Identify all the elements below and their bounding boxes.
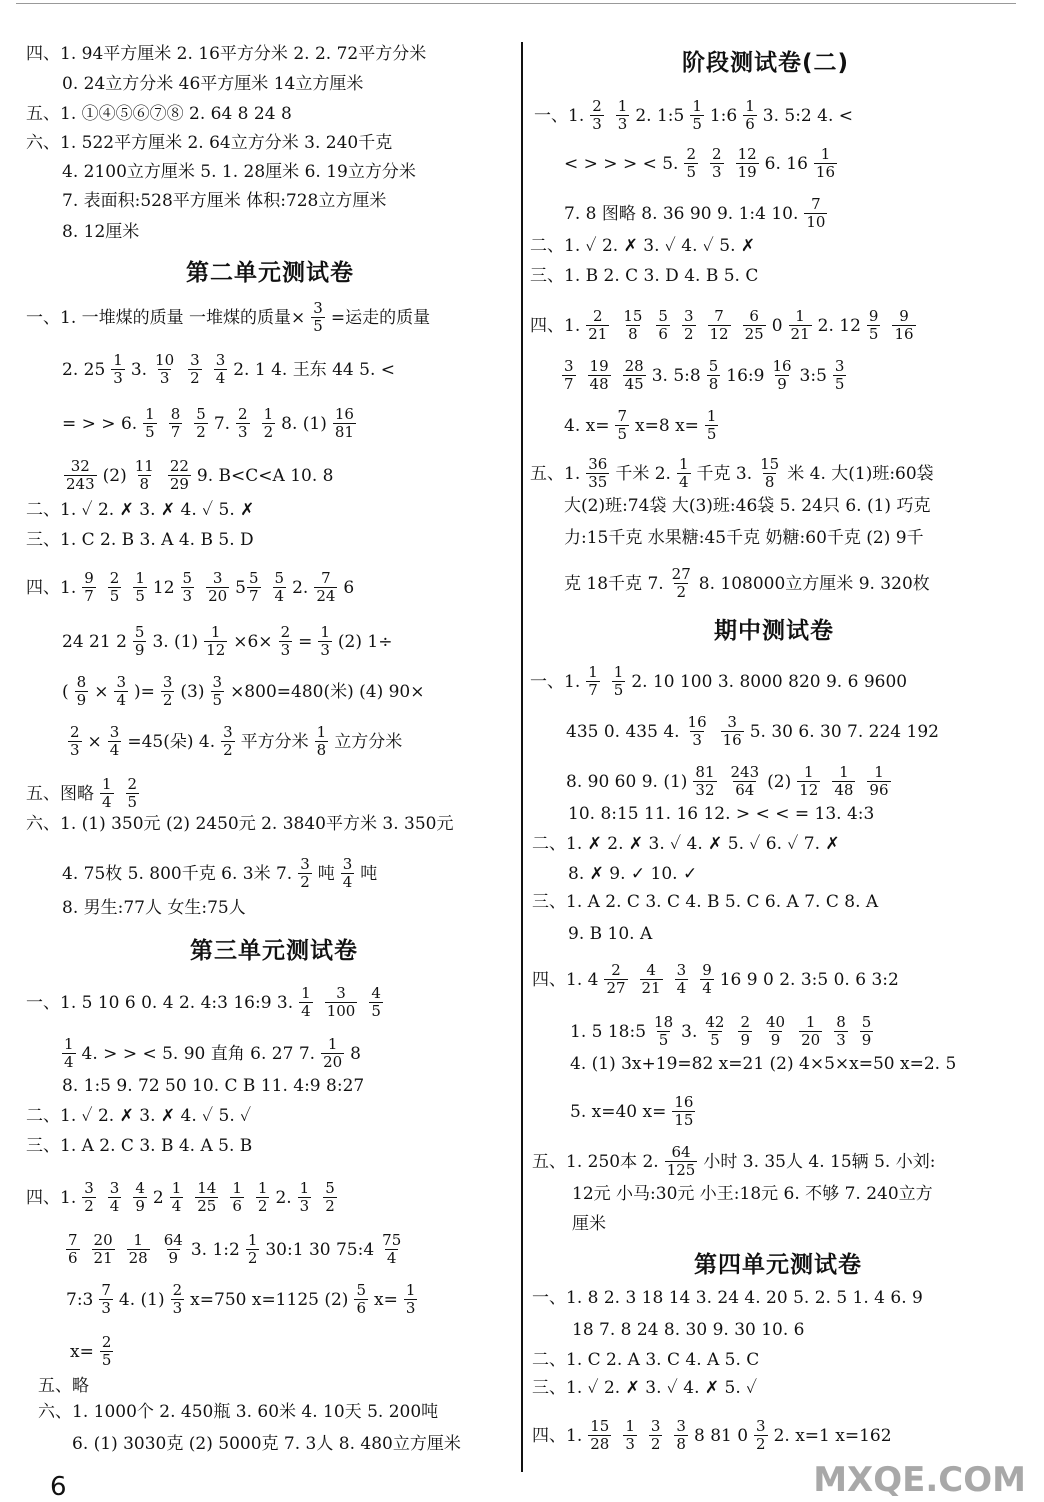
fraction: 15 8 — [760, 455, 780, 491]
fraction: 5 9 — [134, 623, 145, 659]
fraction: 1 12 — [799, 763, 819, 799]
fraction: 243 64 — [730, 763, 760, 799]
answer-line: 435 0. 435 4. 16 3 3 16 5. 30 6. 30 7. 224 192 — [566, 713, 939, 749]
fraction: 1 20 — [801, 1013, 821, 1049]
fraction: $\frac{1}{3}$ — [405, 1281, 416, 1317]
fraction: $\frac{8}{9}$ — [76, 673, 87, 709]
answer-line: 克 18千克 7. 27 2 8. 108000立方厘米 9. 320枚 — [564, 565, 930, 601]
fraction: 3 100 — [326, 984, 356, 1020]
answer-line: 四、1. 4 2 27 4 21 3 4 9 4 16 9 0 2. 3:5 0. 6 3:2 — [532, 961, 899, 997]
answer-line: 1 4 4. > > < 5. 90 直角 6. 27 7. 1 20 8 — [64, 1035, 361, 1071]
fraction: 7 6 — [68, 1231, 78, 1267]
fraction: 2 5 — [686, 145, 697, 181]
answer-line: 四、1. 2 21 15 8 5 6 3 2 7 12 6 25 0 1 21 2. 12 9 5 9 16 — [530, 307, 914, 343]
fraction: 40 9 — [766, 1013, 786, 1049]
fraction: 1 96 — [869, 763, 889, 799]
fraction: 28 45 — [624, 357, 644, 393]
fraction: 4 9 — [135, 1179, 145, 1215]
fraction: 9 4 — [702, 961, 712, 997]
fraction: 3 7 — [564, 357, 574, 393]
answer-line: 大(2)班:74袋 大(3)班:46袋 5. 24只 6. (1) 巧克 — [564, 496, 931, 516]
fraction: 2 3 — [172, 1281, 183, 1317]
fraction: 2 3 — [592, 97, 602, 133]
fraction: 3 2 — [650, 1417, 661, 1453]
answer-line: 六、1. (1) 350元 (2) 2450元 2. 3840平方米 3. 350元 — [26, 814, 454, 834]
answer-line: 3 7 19 48 28 45 3. 5:8 5 8 16:9 16 9 3:5 3 5 — [564, 357, 845, 393]
answer-line: 2. 25 1 3 3. 10 3 3 2 3 4 2. 1 4. 王东 44 5. < — [62, 351, 396, 387]
fraction: 7 10 — [806, 195, 826, 231]
fraction: 5 2 — [196, 405, 206, 441]
answer-line: 32 243 (2) 11 8 22 29 9. B<C<A 10. 8 — [66, 457, 334, 493]
answer-line: 一、1. 2 3 1 3 2. 1:5 1 5 1:6 1 6 3. 5:2 4. < — [534, 97, 854, 133]
fraction: 5 6 — [658, 307, 668, 343]
fraction: 9 5 — [868, 307, 879, 343]
fraction: 2 3 — [238, 405, 248, 441]
fraction: $\frac{16}{15}$ — [674, 1093, 694, 1129]
answer-line: 四、1. 94平方厘米 2. 16平方分米 2. 2. 72平方分米 — [26, 44, 427, 64]
answer-line: 三、1. C 2. B 3. A 4. B 5. D — [26, 530, 254, 550]
fraction: 81 32 — [695, 763, 715, 799]
answer-line: 8. 90 60 9. (1) 81 32 243 64 (2) 1 12 1 48 1 96 — [566, 763, 889, 799]
answer-line: 五、1. 36 35 千米 2. 1 4 千克 3. 15 8 米 4. 大(1)班:60袋 — [530, 455, 934, 491]
fraction: $\frac{1}{5}$ — [706, 407, 717, 443]
fraction: 3 2 — [683, 307, 694, 343]
fraction: 5 4 — [274, 569, 285, 605]
fraction: 1 6 — [745, 97, 755, 133]
fraction: 2 9 — [740, 1013, 750, 1049]
fraction: 1 4 — [301, 984, 311, 1020]
answer-line: 4. (1) 3x+19=82 x=21 (2) 4×5×x=50 x=2. 5 — [570, 1054, 957, 1074]
fraction: 1 3 — [299, 1179, 310, 1215]
fraction: 20 21 — [93, 1231, 113, 1267]
answer-line: $\frac{2}{3}$ × $\frac{3}{4}$ =45(朵) 4. 3 2 平方分米 1 8 立方分米 — [70, 723, 403, 759]
fraction: 3 2 — [190, 351, 200, 387]
fraction: 4 5 — [371, 984, 381, 1020]
fraction: $\frac{2}{3}$ — [280, 623, 291, 659]
fraction: 3 20 — [208, 569, 228, 605]
answer-line: 三、1. B 2. C 3. D 4. B 5. C — [530, 266, 759, 286]
fraction: 2 21 — [588, 307, 608, 343]
fraction: 1 3 — [617, 97, 628, 133]
fraction: $\frac{7}{5}$ — [617, 407, 628, 443]
answer-line: 一、1. 1 7 1 5 2. 10 100 3. 8000 820 9. 6 9600 — [530, 663, 908, 699]
fraction: 5 7 — [248, 569, 259, 605]
fraction: 2 5 — [127, 775, 138, 811]
fraction: 32 243 — [66, 457, 95, 493]
fraction: 15 28 — [590, 1417, 610, 1453]
answer-line: 4. x= $\frac{7}{5}$ x=8 x= $\frac{1}{5}$ — [564, 407, 717, 443]
fraction: 3 4 — [109, 1179, 120, 1215]
fraction: 1 3 — [625, 1417, 635, 1453]
answer-line: 7:3 7 3 4. (1) 2 3 x=750 x=1125 (2) 5 6 x= $\frac{1}{3}$ — [66, 1281, 416, 1317]
fraction: 1 28 — [128, 1231, 148, 1267]
fraction: 5 9 — [861, 1013, 872, 1049]
fraction: 1 5 — [135, 569, 145, 605]
fraction: 64 9 — [163, 1231, 183, 1267]
fraction: 1 4 — [102, 775, 112, 811]
fraction: 8 7 — [170, 405, 181, 441]
fraction: 5 2 — [325, 1179, 335, 1215]
page-number: 6 — [50, 1472, 67, 1502]
answer-line: 24 21 2 5 9 3. (1) $\frac{1}{12}$ ×6× $\frac{2}{3}$ = $\frac{1}{3}$ (2) 1÷ — [62, 623, 393, 659]
answer-line: 三、1. A 2. C 3. C 4. B 5. C 6. A 7. C 8. A — [532, 892, 879, 912]
fraction: 1 2 — [247, 1231, 258, 1267]
answer-line: 18 7. 8 24 8. 30 9. 30 10. 6 — [572, 1320, 805, 1340]
fraction: 12 19 — [737, 145, 757, 181]
answer-line: 4. 75枚 5. 800千克 6. 3米 7. 3 2 吨 3 4 吨 — [62, 855, 378, 891]
fraction: 3 4 — [676, 961, 687, 997]
fraction: 3 4 — [215, 351, 226, 387]
watermark: MXQE.COM — [813, 1460, 1026, 1500]
fraction: 1 4 — [64, 1035, 74, 1071]
fraction: $\frac{3}{2}$ — [162, 673, 173, 709]
fraction: 3 2 — [300, 855, 310, 891]
fraction: $\frac{3}{5}$ — [313, 299, 323, 335]
fraction: 1 2 — [257, 1179, 268, 1215]
fraction: 3 4 — [342, 855, 353, 891]
fraction: 1 2 — [263, 405, 274, 441]
fraction: 14 25 — [197, 1179, 217, 1215]
answer-line: 4. 2100立方厘米 5. 1. 28厘米 6. 19立方分米 — [62, 162, 416, 182]
fraction: 1 5 — [613, 663, 624, 699]
top-rule — [16, 3, 1016, 4]
answer-line: 四、1. 15 28 1 3 3 2 3 8 8 81 0 3 2 2. x=1 x=162 — [532, 1417, 892, 1453]
answer-line: 7 6 20 21 1 28 64 9 3. 1:2 1 2 30:1 30 75:4 75 4 — [68, 1231, 402, 1267]
fraction: 4 21 — [641, 961, 661, 997]
fraction: 1 5 — [145, 405, 155, 441]
answer-line: 五、1. 250本 2. 64 125 小时 3. 35人 4. 15辆 5. 小刘: — [532, 1143, 936, 1179]
answer-line: 力:15千克 水果糖:45千克 奶糖:60千克 (2) 9千 — [564, 528, 924, 548]
section-title: 期中测试卷 — [714, 618, 834, 644]
answer-line: 六、1. 522平方厘米 2. 64立方分米 3. 240千克 — [26, 133, 393, 153]
fraction: 9 7 — [84, 569, 94, 605]
fraction: 1 7 — [588, 663, 598, 699]
fraction: 2 27 — [606, 961, 626, 997]
fraction: 5 6 — [356, 1281, 366, 1317]
section-title: 阶段测试卷(二) — [682, 50, 850, 76]
fraction: 3 2 — [756, 1417, 766, 1453]
fraction: 3 16 — [722, 713, 742, 749]
fraction: 75 4 — [382, 1231, 402, 1267]
answer-line: 一、1. 一堆煤的质量 一堆煤的质量× $\frac{3}{5}$ =运走的质量 — [26, 299, 431, 335]
fraction: $\frac{3}{4}$ — [109, 723, 120, 759]
answer-line: 6. (1) 3030克 (2) 5000克 7. 3人 8. 480立方厘米 — [72, 1434, 461, 1454]
section-title: 第二单元测试卷 — [186, 260, 354, 286]
answer-line: 三、1. A 2. C 3. B 4. A 5. B — [26, 1136, 253, 1156]
answer-line: 五、1. ①④⑤⑥⑦⑧ 2. 64 8 24 8 — [26, 104, 292, 124]
fraction: 3 2 — [84, 1179, 94, 1215]
fraction: 7 24 — [316, 569, 336, 605]
answer-line: 二、1. ✗ 2. ✗ 3. ✓ 4. ✗ 5. ✓ 6. ✓ 7. ✗ — [532, 834, 840, 854]
fraction: 16 81 — [334, 405, 354, 441]
answer-line: 8. 1:5 9. 72 50 10. C B 11. 4:9 8:27 — [62, 1076, 365, 1096]
fraction: 2 5 — [109, 569, 120, 605]
fraction: 11 8 — [134, 457, 154, 493]
fraction: 2 3 — [712, 145, 722, 181]
fraction: 18 5 — [654, 1013, 674, 1049]
fraction: 36 35 — [588, 455, 608, 491]
fraction: $\frac{2}{3}$ — [70, 723, 80, 759]
fraction: 42 5 — [705, 1013, 725, 1049]
section-title: 第三单元测试卷 — [190, 938, 358, 964]
fraction: 1 4 — [678, 455, 689, 491]
fraction: 22 29 — [169, 457, 189, 493]
fraction: 1 4 — [171, 1179, 182, 1215]
answer-line: 9. B 10. A — [568, 924, 653, 944]
answer-line: x= $\frac{2}{5}$ — [70, 1333, 112, 1369]
answer-line: 四、1. 3 2 3 4 4 9 2 1 4 14 25 1 6 1 2 2. 1 3 5 2 — [26, 1179, 335, 1215]
answer-line: 二、1. ✓ 2. ✗ 3. ✓ 4. ✓ 5. ✗ — [530, 236, 756, 256]
answer-line: = > > 6. 1 5 8 7 5 2 7. 2 3 1 2 8. (1) 16 81 — [62, 405, 354, 441]
fraction: 1 8 — [316, 723, 327, 759]
fraction: 1 20 — [323, 1035, 343, 1071]
section-title: 第四单元测试卷 — [694, 1252, 862, 1278]
answer-line: 1. 5 18:5 18 5 3. 42 5 2 9 40 9 1 20 8 3 5 9 — [570, 1013, 872, 1049]
answer-line: 五、图略 1 4 2 5 — [26, 775, 138, 811]
answer-line: 五、略 — [38, 1376, 89, 1396]
fraction: 27 2 — [671, 565, 691, 601]
answer-line: 12元 小马:30元 小王:18元 6. 不够 7. 240立方 — [572, 1184, 933, 1204]
fraction: 1 21 — [790, 307, 810, 343]
fraction: 3 5 — [834, 357, 845, 393]
answer-line: 六、1. 1000个 2. 450瓶 3. 60米 4. 10天 5. 200吨 — [38, 1402, 439, 1422]
fraction: 1 5 — [692, 97, 702, 133]
fraction: 1 6 — [232, 1179, 242, 1215]
fraction: $\frac{3}{4}$ — [116, 673, 126, 709]
answer-line: ( $\frac{8}{9}$ × $\frac{3}{4}$ )= $\frac{3}{2}$ (3) $\frac{3}{5}$ ×800=480(米) (4) 90× — [62, 673, 425, 709]
fraction: 19 48 — [589, 357, 609, 393]
fraction: 16 3 — [687, 713, 707, 749]
fraction: $\frac{2}{5}$ — [101, 1333, 112, 1369]
fraction: 5 3 — [182, 569, 193, 605]
fraction: 7 12 — [709, 307, 729, 343]
answer-line: 0. 24立方分米 46平方厘米 14立方厘米 — [62, 74, 364, 94]
fraction: 7 3 — [101, 1281, 111, 1317]
fraction: 3 8 — [676, 1417, 686, 1453]
answer-line: 7. 表面积:528平方厘米 体积:728立方厘米 — [62, 191, 387, 211]
answer-line: 8. ✗ 9. ✓ 10. ✓ — [568, 864, 698, 884]
answer-line: 7. 8 图略 8. 36 90 9. 1:4 10. 7 10 — [564, 195, 826, 231]
fraction: $\frac{1}{12}$ — [206, 623, 226, 659]
fraction: 10 3 — [155, 351, 175, 387]
answer-line: 四、1. 9 7 2 5 1 5 12 5 3 3 20 5 5 7 5 4 2. 7 24 6 — [26, 569, 355, 605]
fraction: 5 8 — [708, 357, 719, 393]
answer-line: 5. x=40 x= $\frac{16}{15}$ — [570, 1093, 694, 1129]
answer-line: 8. 12厘米 — [62, 222, 140, 242]
fraction: 8 3 — [836, 1013, 846, 1049]
fraction: 6 25 — [744, 307, 764, 343]
fraction: 15 8 — [623, 307, 643, 343]
answer-line: 三、1. ✓ 2. ✗ 3. ✓ 4. ✗ 5. ✓ — [532, 1378, 758, 1398]
fraction: 1 16 — [815, 145, 836, 181]
column-divider — [521, 42, 523, 1472]
answer-line: 厘米 — [572, 1214, 606, 1234]
answer-line: 一、1. 5 10 6 0. 4 2. 4:3 16:9 3. 1 4 3 100 4 5 — [26, 984, 381, 1020]
answer-line: 二、1. C 2. A 3. C 4. A 5. C — [532, 1350, 760, 1370]
answer-line: 二、1. ✓ 2. ✗ 3. ✗ 4. ✓ 5. ✗ — [26, 500, 255, 520]
fraction: 3 2 — [223, 723, 233, 759]
answer-line: 10. 8:15 11. 16 12. > < < = 13. 4:3 — [568, 804, 875, 824]
answer-line: < > > > < 5. 2 5 2 3 12 19 6. 16 1 16 — [564, 145, 836, 181]
fraction: 1 48 — [834, 763, 854, 799]
answer-line: 8. 男生:77人 女生:75人 — [62, 898, 246, 918]
fraction: 1 3 — [113, 351, 123, 387]
fraction: 64 125 — [666, 1143, 696, 1179]
fraction: 9 16 — [894, 307, 914, 343]
answer-line: 二、1. ✓ 2. ✗ 3. ✗ 4. ✓ 5. ✓ — [26, 1106, 252, 1126]
answer-line: 一、1. 8 2. 3 18 14 3. 24 4. 20 5. 2. 5 1. 4 6. 9 — [532, 1288, 923, 1308]
fraction: $\frac{1}{3}$ — [320, 623, 330, 659]
fraction: 16 9 — [772, 357, 792, 393]
fraction: $\frac{3}{5}$ — [212, 673, 223, 709]
